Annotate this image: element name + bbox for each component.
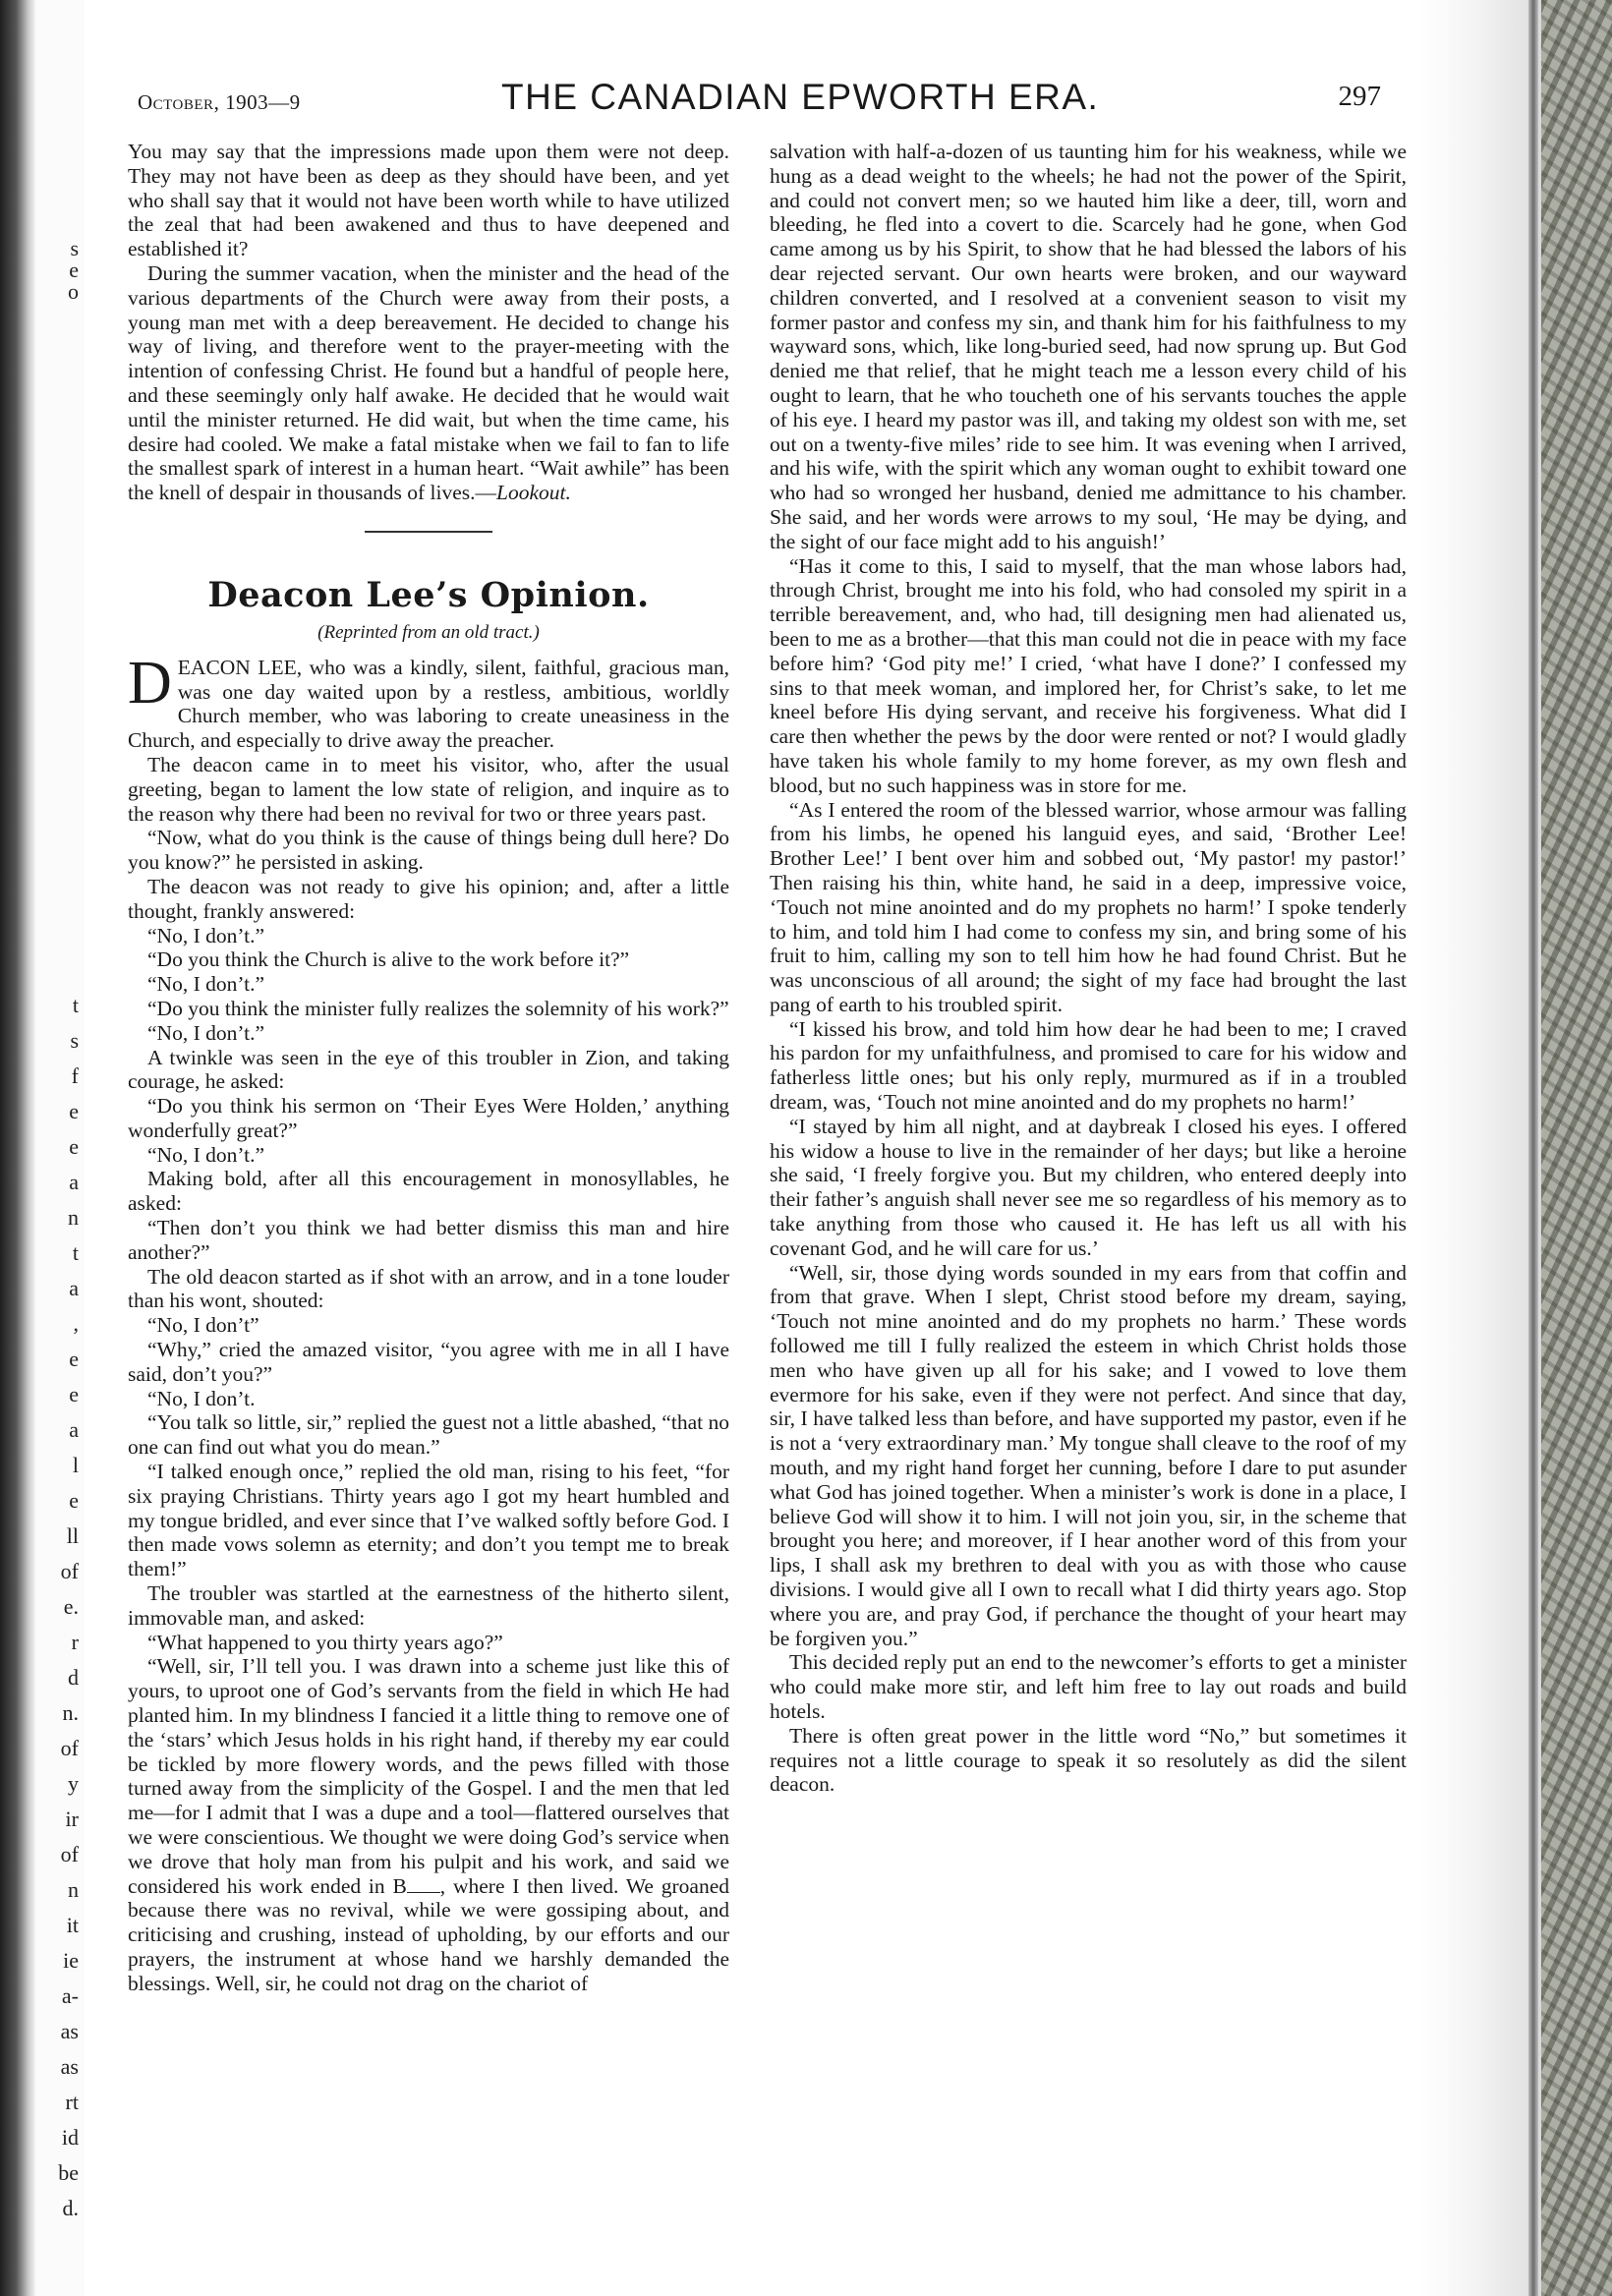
fragment-text: of <box>60 1842 79 1866</box>
article-paragraph: DEACON LEE, who was a kindly, silent, faithful, gracious man, was one day waited upon by a restless, ambitious, worldly Church member, who was laboring to create uneasiness in the Church, and especially to drive away the preacher. <box>128 649 729 753</box>
fragment-text: as <box>60 2054 79 2079</box>
article-paragraph: “I kissed his brow, and told him how dear he had been to me; I craved his pardon for my unfaithfulness, and promised to care for his widow and fatherless little ones; but his only reply, murmured as if in a troubled dream, was, ‘Touch not mine anointed and do my prophets no harm!’ <box>770 1016 1407 1115</box>
book-cover-edge <box>1541 0 1612 2296</box>
article-paragraph: “No, I don’t.” <box>147 1020 265 1045</box>
fragment-text: a <box>69 1276 79 1300</box>
fragment-text: e <box>69 1382 79 1406</box>
adjacent-page-fragment <box>35 0 85 2296</box>
fragment-text: a <box>69 1170 79 1194</box>
fragment-text: ie <box>63 1948 79 1973</box>
section-divider <box>365 531 492 533</box>
publication-title: THE CANADIAN EPWORTH ERA. <box>501 77 1100 117</box>
article-subtitle: (Reprinted from an old tract.) <box>317 621 540 643</box>
article-paragraph: “Do you think the minister fully realizes the solemnity of his work?” <box>147 996 729 1020</box>
right-column <box>770 140 1407 1797</box>
fragment-text: be <box>58 2160 79 2185</box>
fragment-text: e <box>69 1099 79 1123</box>
drop-cap: D <box>128 649 172 717</box>
fragment-text: o <box>68 279 79 304</box>
article-paragraph: The troubler was startled at the earnestness of the hitherto silent, immovable man, and asked: <box>128 1581 729 1630</box>
fragment-text: e <box>69 258 79 282</box>
fragment-text: t <box>72 993 79 1017</box>
article-paragraph: “Why,” cried the amazed visitor, “you agree with me in all I have said, don’t you?” <box>128 1338 729 1386</box>
intro-paragraph <box>128 261 729 505</box>
running-header <box>138 77 1381 126</box>
fragment-text: e <box>69 1488 79 1513</box>
article-paragraph: “No, I don’t. <box>147 1386 256 1410</box>
article-paragraph: “No, I don’t.” <box>147 972 265 997</box>
fragment-text: a- <box>61 1983 79 2008</box>
issue-date: October, 1903—9 <box>138 90 301 114</box>
fragment-text: e. <box>63 1594 79 1619</box>
article-title: Deacon Lee’s Opinion. <box>207 574 650 615</box>
article-paragraph: The deacon was not ready to give his opinion; and, after a little thought, frankly answered: <box>128 874 729 923</box>
fragment-text: y <box>68 1771 79 1796</box>
fragment-text: id <box>61 2125 79 2150</box>
article-paragraph: “I stayed by him all night, and at daybreak I closed his eyes. I offered his widow a house to live in the remainder of her days; but like a heroine she said, ‘I freely forgive you. But my children, who entered deeply into their father’s anguish shall never see me so regardless of his memory as to take anything from those who caused it. He has left us all with his covenant God, and he will care for us.’ <box>770 1114 1407 1260</box>
page-edge <box>1528 0 1538 2296</box>
article-paragraph: “No, I don’t.” <box>147 1142 265 1167</box>
fragment-text: of <box>60 1559 79 1583</box>
fragment-text: s <box>70 1028 79 1053</box>
fragment-text: of <box>60 1736 79 1760</box>
page-number: 297 <box>1338 81 1381 112</box>
fragment-text: , <box>73 1311 79 1336</box>
article-paragraph: “As I entered the room of the blessed warrior, whose armour was falling from his limbs, he opened his languid eyes, and said, ‘Brother Lee! Brother Lee!’ I bent over him and sobbed out, ‘My pastor! my pastor!’ Then raising his thin, white hand, he said in a deep, impressive voice, ‘Touch not mine anointed and do my prophets no harm!’ I spoke tenderly to him, and told him I had come to confess my sin, and bring some of his fruit to him, calling my son to tell him how he had found Christ. But he was unconscious of all around; the sight of my face had brought the last pang of earth to his troubled spirit. <box>770 797 1407 1016</box>
fragment-text: as <box>60 2019 79 2043</box>
intro-paragraph: You may say that the impressions made upon them were not deep. They may not have been as deep as they should have been, and yet who shall say that it would not have been worth while to have utilized the zeal that had been awakened and thus to have deepened and established it? <box>128 140 729 261</box>
fragment-text: it <box>66 1913 79 1937</box>
article-paragraph: A twinkle was seen in the eye of this troubler in Zion, and taking courage, he asked: <box>128 1045 729 1094</box>
article-paragraph: There is often great power in the little word “No,” but sometimes it requires not a little courage to speak it so resolutely as did the silent deacon. <box>770 1723 1407 1797</box>
fragment-text: f <box>71 1063 79 1088</box>
article-body-left <box>128 649 729 1655</box>
fragment-text: r <box>71 1630 79 1654</box>
article-paragraph: “Now, what do you think is the cause of things being dull here? Do you know?” he persisted in asking. <box>128 826 729 875</box>
article-paragraph: “Has it come to this, I said to myself, that the man whose labors had, through Christ, brought me into his fold, who had consoled my spirit in a terrible bereavement, and, who had, till designing men had alienated us, been to me as a brother—that this man could not die in peace with my face before him? ‘God pity me!’ I cried, ‘what have I done?’ I confessed my sins to that meek woman, and implored her, for Christ’s sake, to let me kneel before His dying servant, and receive his forgiveness. What did I care then whether the pews by the door were rented or not? I would gladly have taken his whole family to my home forever, as my own flesh and blood, but no such happiness was in store for me. <box>770 553 1407 797</box>
article-paragraph: The old deacon started as if shot with an arrow, and in a tone louder than his wont, shouted: <box>128 1264 729 1313</box>
fragment-text: s <box>70 236 79 260</box>
article-paragraph: This decided reply put an end to the newcomer’s efforts to get a minister who could make more stir, and left him free to lay out roads and build hotels. <box>770 1650 1407 1723</box>
article-paragraph: “Well, sir, those dying words sounded in my ears from that coffin and from that grave. When I slept, Christ stood before my dream, saying, ‘Touch not mine anointed and do my prophets no harm.’ These words followed me till I fully realized the esteem in which Christ holds those men who have given up all for his sake; and I vowed to love them evermore for his sake, even if they were not perfect. And since that day, sir, I have talked less than before, and have supported my pastor, even if he is not a ‘very extraordinary man.’ My tongue shall cleave to the roof of my mouth, and my right hand forget her cunning, before I dare to put asunder what God has joined together. When a minister’s work is done in a place, I believe God will show it to him. I will not join you, sir, in the scheme that brought you here; and moreover, if I hear another word of this from your lips, I shall ask my brethren to deal with you as with those who cause divisions. I would give all I own to recall what I did thirty years ago. Stop where you are, and pray God, if perchance the thought of your heart may be forgiven you.” <box>770 1260 1407 1650</box>
source-credit: Lookout. <box>496 481 571 505</box>
article-paragraph: “No, I don’t” <box>147 1313 259 1338</box>
fragment-text: n. <box>62 1700 79 1725</box>
fragment-text: d. <box>62 2196 79 2220</box>
fragment-text: a <box>69 1417 79 1442</box>
article-paragraph: salvation with half-a-dozen of us taunting him for his weakness, while we hung as a dead weight to the wheels; he had not the power of the Spirit, and could not convert men; so we hauted him like a deer, till, worn and bleeding, he fled into a covert to die. Scarcely had he gone, when God came among us by his Spirit, to show that he had blessed the labors of his dear rejected servant. Our own hearts were broken, and our wayward children converted, and I resolved at a convenient season to visit my former pastor and confess my sin, and thank him for his faithfulness to my wayward sons, which, like long-buried seed, had now sprung up. But God denied me that relief, that he might teach me a lesson every child of his ought to learn, that he who toucheth one of his servants touches the apple of his eye. I heard my pastor was ill, and taking my oldest son with me, set out on a twenty-five miles’ ride to see him. It was evening when I arrived, and his wife, with the spirit which any woman ought to exhibit toward one who had so wronged her husband, denied me admittance to his chamber. She said, and her words were arrows to my soul, ‘He may be dying, and the sight of our face might add to his anguish!’ <box>770 140 1407 553</box>
fragment-text: rt <box>65 2090 79 2114</box>
binding-shadow <box>0 0 35 2296</box>
article-paragraph: “What happened to you thirty years ago?” <box>147 1630 503 1654</box>
article-paragraph: “Do you think his sermon on ‘Their Eyes Were Holden,’ anything wonderfully great?” <box>128 1094 729 1142</box>
article-paragraph: “Then don’t you think we had better dismiss this man and hire another?” <box>128 1216 729 1264</box>
article-paragraph: “No, I don’t.” <box>147 923 265 947</box>
fragment-text: ll <box>66 1523 79 1548</box>
fragment-text: t <box>72 1240 79 1265</box>
article-paragraph: “Do you think the Church is alive to the work before it?” <box>147 947 630 972</box>
fragment-text: e <box>69 1347 79 1371</box>
fragment-text: n <box>68 1205 79 1230</box>
intro-text: During the summer vacation, when the minister and the head of the various departments of the Church were away from their posts, a young man met with a deep bereavement. He decided to change his way of living, and therefore went to the prayer-meeting with the intention of confessing Christ. He found but a handful of people here, and these seemingly only half awake. He decided that he would wait until the minister returned. He did wait, but when the time came, his desire had cooled. We make a fatal mistake when we fail to fan to life the smallest spark of interest in a human heart. “Wait awhile” has been the knell of despair in thousands of lives.— <box>128 260 729 505</box>
fragment-text: e <box>69 1134 79 1159</box>
article-paragraph: “Well, sir, I’ll tell you. I was drawn into a scheme just like this of yours, to uproot one of God’s servants from the field in which He had planted him. In my blindness I fancied it a little thing to remove one of the ‘stars’ which Jesus holds in his right hand, if thereby my ear could be tickled by more flowery words, and the pews filled with those turned away from the simplicity of the Gospel. I and the men that led me—for I admit that I was a dupe and a tool—flattered ourselves that we were conscientious. We thought we were doing God’s service when we drove that holy man from his pulpit and his work, and said we considered his work ended in B , where I then lived. We groaned because there was no revival, while we were gossiping about, and criticising and crushing, instead of upholding, by our efforts and our prayers, the instrument at whose hand we harshly demanded the blessings. Well, sir, he could not drag on the chariot of <box>128 1654 729 1995</box>
fragment-text: n <box>68 1877 79 1902</box>
left-column <box>128 140 729 1996</box>
fragment-text: d <box>68 1665 79 1690</box>
fragment-text: l <box>72 1453 79 1477</box>
article-paragraph: Making bold, after all this encouragement in monosyllables, he asked: <box>128 1167 729 1216</box>
fragment-text: ir <box>65 1807 79 1831</box>
article-paragraph: “You talk so little, sir,” replied the guest not a little abashed, “that no one can find out what you do mean.” <box>128 1410 729 1460</box>
article-paragraph: “I talked enough once,” replied the old man, rising to his feet, “for six praying Christians. Thirty years ago I got my heart humbled and my tongue bridled, and ever since that I’ve walked softly before God. I then made vows solemn as eternity; and don’t you tempt me to break them!” <box>128 1460 729 1581</box>
article-paragraph: The deacon came in to meet his visitor, who, after the usual greeting, began to lament the low state of religion, and inquire as to the reason why there had been no revival for two or three years past. <box>128 752 729 826</box>
blank-line <box>407 1892 440 1893</box>
